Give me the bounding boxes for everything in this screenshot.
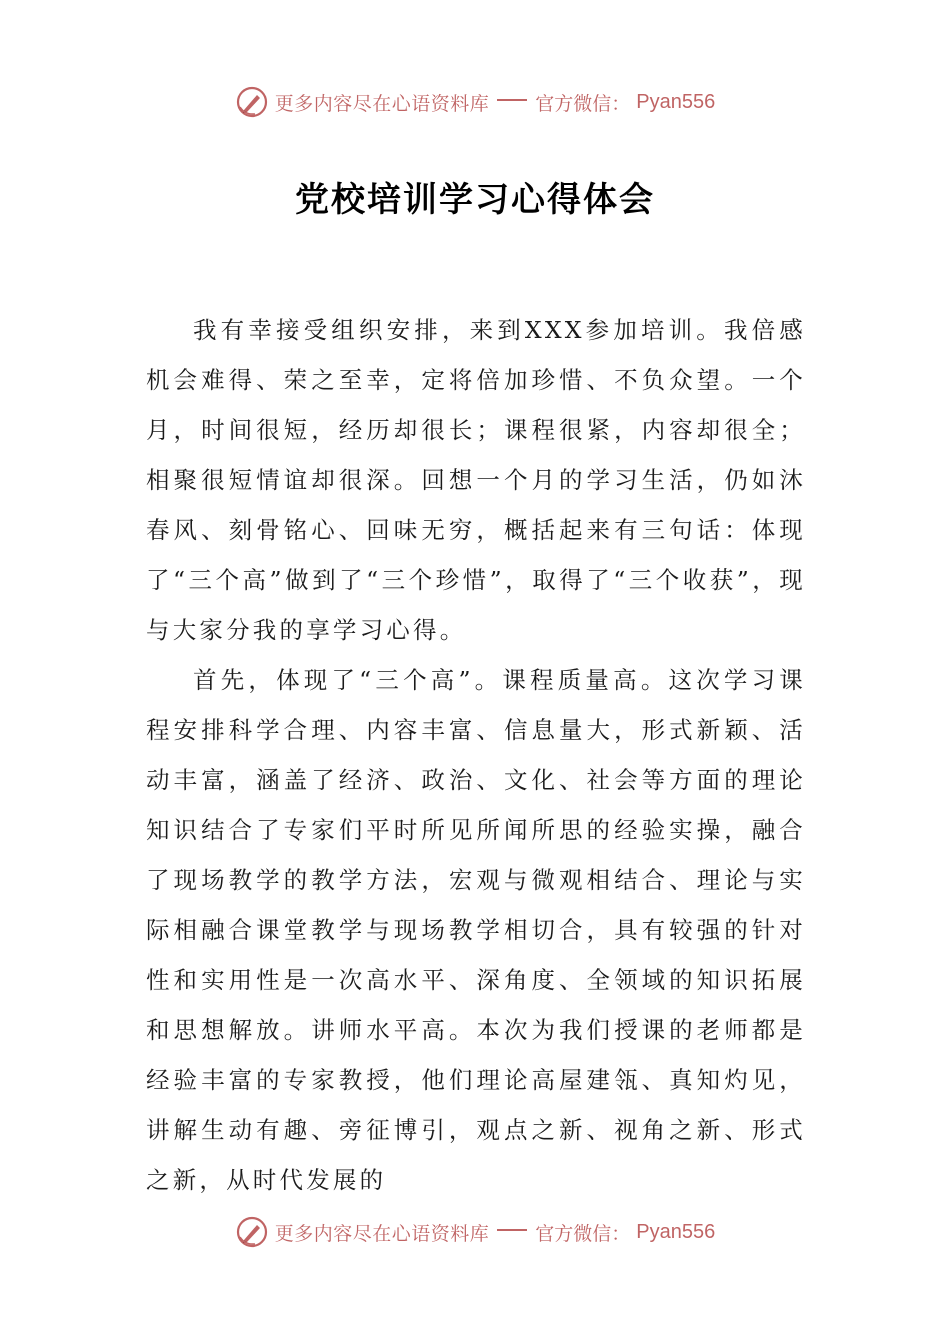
document-body <box>146 305 806 1205</box>
footer-watermark <box>0 1212 950 1252</box>
watermark-text: 更多内容尽在心语资料库 <box>274 1222 490 1245</box>
watermark-wechat-label: 官方微信： <box>535 1222 631 1245</box>
watermark-dash <box>497 1229 527 1231</box>
document-title: 党校培训学习心得体会 <box>295 180 655 220</box>
watermark-wechat-id: Pyan556 <box>636 1220 716 1243</box>
watermark-dash <box>497 99 527 101</box>
watermark-wechat-id: Pyan556 <box>636 90 716 113</box>
paragraph: 首先，体现了“三个高”。课程质量高。这次学习课程安排科学合理、内容丰富、信息量大，形式新颖、活动丰富，涵盖了经济、政治、文化、社会等方面的理论知识结合了专家们平时所见所闻所思的经验实操，融合了现场教学的教学方法，宏观与微观相结合、理论与实际相融合课堂教学与现场教学相切合，具有较强的针对性和实用性是一次高水平、深角度、全领域的知识拓展和思想解放。讲师水平高。本次为我们授课的老师都是经验丰富的专家教授，他们理论高屋建瓴、真知灼见，讲解生动有趣、旁征博引，观点之新、视角之新、形式之新，从时代发展的 <box>146 666 806 1194</box>
watermark-text: 更多内容尽在心语资料库 <box>274 92 490 115</box>
header-watermark <box>0 82 950 122</box>
paragraph: 我有幸接受组织安排，来到XXX参加培训。我倍感机会难得、荣之至幸，定将倍加珍惜、不负众望。一个月，时间很短，经历却很长；课程很紧，内容却很全；相聚很短情谊却很深。回想一个月的学习生活，仍如沐春风、刻骨铭心、回味无穷，概括起来有三句话：体现了“三个高”做到了“三个珍惜”，取得了“三个收获”，现与大家分我的享学习心得。 <box>146 316 806 644</box>
pen-logo-icon <box>235 1215 269 1249</box>
watermark-wechat-label: 官方微信： <box>535 92 631 115</box>
pen-logo-icon <box>235 85 269 119</box>
